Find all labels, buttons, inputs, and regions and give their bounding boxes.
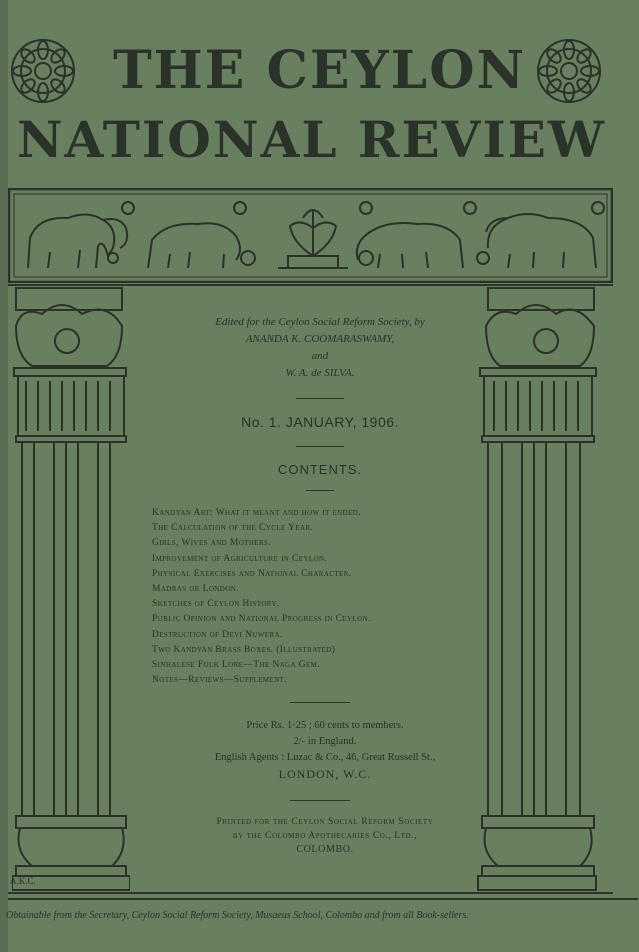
elephant-frieze bbox=[8, 188, 613, 283]
editor-2: W. A. de SILVA. bbox=[285, 367, 355, 379]
editorial-block bbox=[140, 314, 500, 382]
title-line-1: THE CEYLON bbox=[112, 40, 527, 101]
title-line-2: NATIONAL REVIEW bbox=[16, 110, 607, 169]
footer-note: Obtainable from the Secretary, Ceylon Social Reform Society, Musaeus School, Colombo and from all Book-sellers. bbox=[6, 910, 469, 921]
printer-line-2: by the Colombo Apothecaries Co., Ltd., bbox=[232, 831, 418, 841]
contents-item: Sinhalese Folk Lore—The Naga Gem. bbox=[152, 660, 321, 671]
agents-line: English Agents : Luzac & Co., 46, Great Russell St., bbox=[214, 752, 436, 763]
printer-block bbox=[140, 815, 510, 857]
printer-line-1: Printed for the Ceylon Social Reform Society bbox=[216, 817, 434, 827]
contents-item: Sketches of Ceylon History. bbox=[152, 599, 280, 610]
and-line: and bbox=[311, 350, 329, 362]
contents-item: Madras or London. bbox=[152, 584, 239, 595]
edited-for-line: Edited for the Ceylon Social Reform Society, by bbox=[215, 316, 425, 328]
contents-item: Destruction of Devi Nuwera. bbox=[152, 629, 283, 640]
contents-heading: CONTENTS. bbox=[277, 462, 363, 477]
agents-city: LONDON, W.C. bbox=[278, 767, 372, 781]
base-rule-2 bbox=[8, 898, 638, 900]
contents-item: Improvement of Agriculture in Ceylon. bbox=[152, 553, 328, 564]
contents-item: Two Kandyan Brass Boxes. (Illustrated) bbox=[152, 644, 336, 655]
contents-list bbox=[152, 506, 452, 688]
printer-line-3: COLOMBO. bbox=[296, 844, 354, 855]
england-price: 2/- in England. bbox=[293, 736, 357, 747]
artist-initials: A.K.C. bbox=[10, 876, 36, 886]
divider-5 bbox=[290, 800, 350, 801]
price-block bbox=[140, 718, 510, 782]
divider-4 bbox=[290, 702, 350, 703]
pillar-left bbox=[12, 286, 130, 892]
contents-item: Notes—Reviews—Supplement. bbox=[152, 675, 288, 686]
contents-item: Girls, Wives and Mothers. bbox=[152, 538, 272, 549]
editor-1: ANANDA K. COOMARASWAMY, bbox=[245, 333, 395, 345]
contents-item: The Calculation of the Cycle Year. bbox=[152, 523, 314, 534]
contents-item: Physical Exercises and National Character. bbox=[152, 568, 352, 579]
contents-item: Kandyan Art: What it meant and how it ended. bbox=[152, 508, 361, 518]
divider-1 bbox=[296, 398, 344, 399]
divider-3 bbox=[306, 490, 334, 491]
price-line: Price Rs. 1·25 ; 60 cents to members. bbox=[246, 720, 404, 731]
base-rule bbox=[8, 892, 613, 894]
divider-2 bbox=[296, 446, 344, 447]
contents-item: Public Opinion and National Progress in Ceylon. bbox=[152, 614, 371, 625]
issue-line: No. 1. JANUARY, 1906. bbox=[241, 414, 399, 430]
